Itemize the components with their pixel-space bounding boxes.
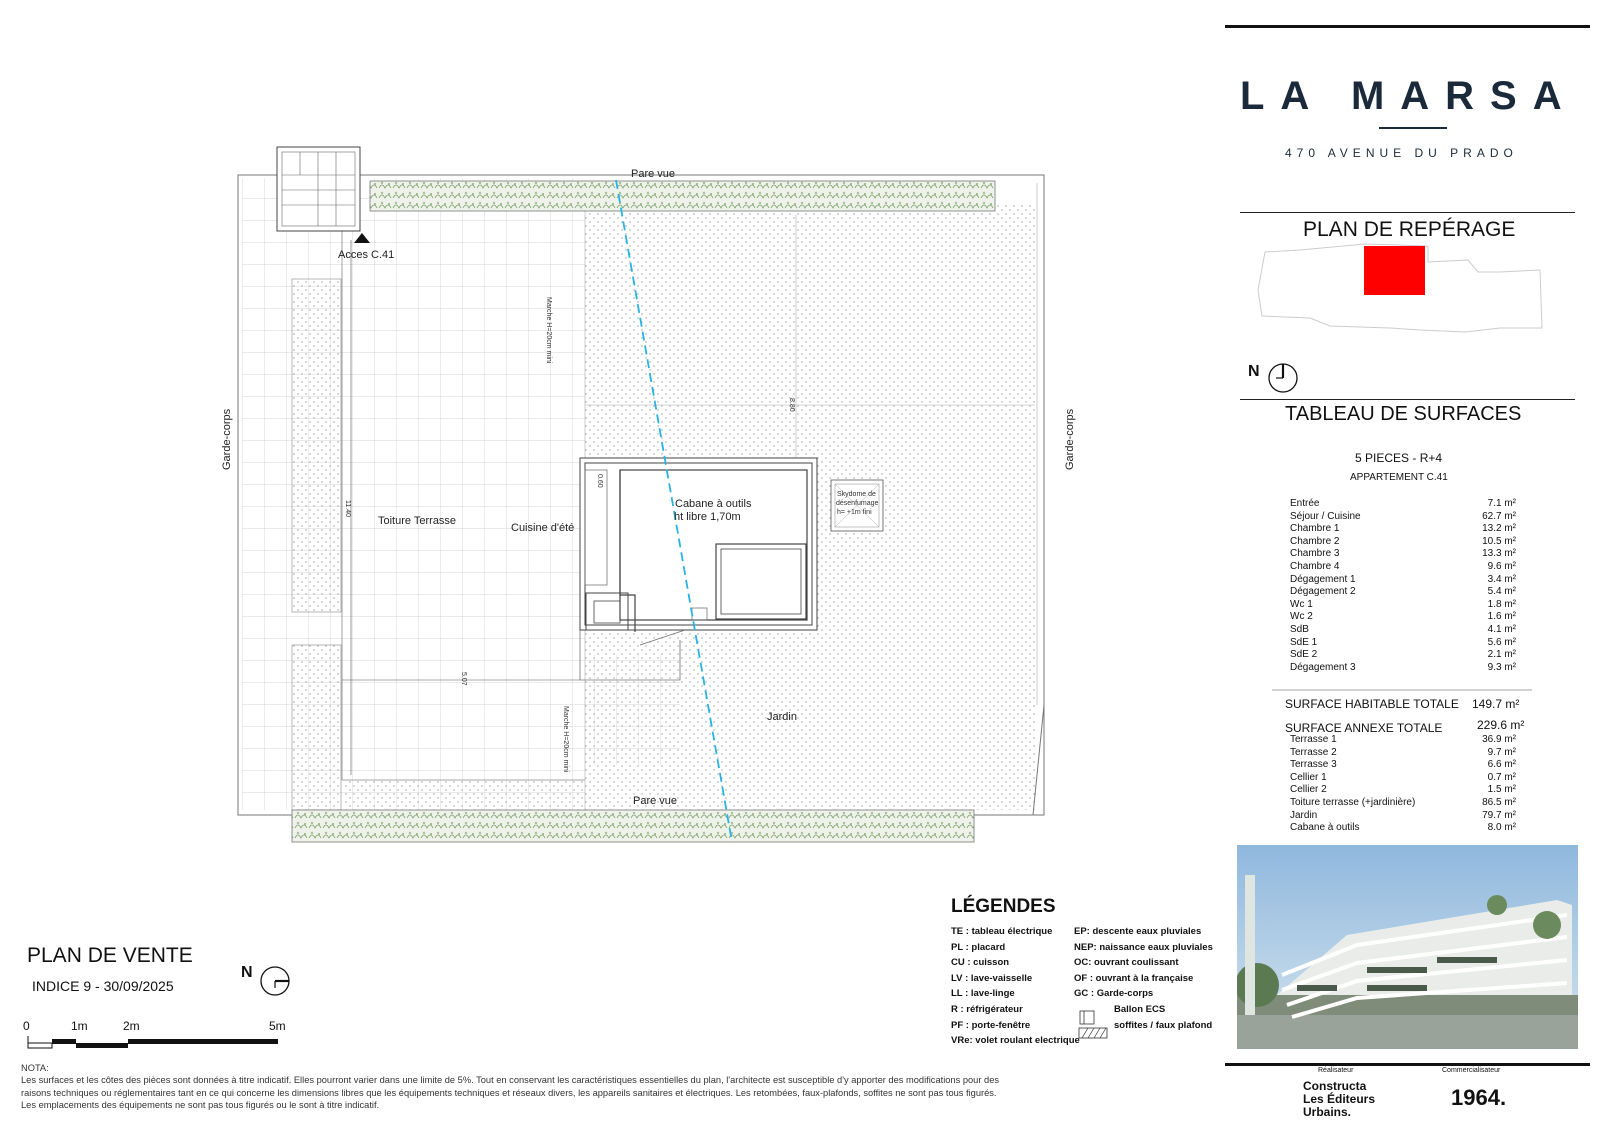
surface-row xyxy=(1290,810,1516,823)
surface-value: 3.4 m² xyxy=(1487,573,1516,585)
legend-item: OF : ouvrant à la française xyxy=(1074,972,1194,984)
surface-value: 5.6 m² xyxy=(1487,636,1516,648)
legend-item: OC: ouvrant coulissant xyxy=(1074,957,1179,969)
footer-compass-label: N xyxy=(241,964,253,981)
scale-label-1m: 1m xyxy=(71,1019,88,1033)
surface-row xyxy=(1290,747,1516,760)
surface-row xyxy=(1290,548,1516,561)
legend-item: R : réfrigérateur xyxy=(951,1003,1023,1015)
reperage-title: PLAN DE REPÉRAGE xyxy=(1303,218,1516,241)
soffite-hatch-icon xyxy=(1079,1028,1107,1038)
surface-value: 79.7 m² xyxy=(1482,809,1516,821)
surface-name: Dégagement 1 xyxy=(1290,573,1356,585)
note-line-2: raisons techniques ou réglementaires tant en ce qui concerne les dimensions libres que les équipements techniques et réseaux divers, les appareils sanitaires et électriques. Les retombées, faux-plafonds, soffites ne sont pas tous figurés. xyxy=(21,1087,997,1098)
surface-name: Chambre 2 xyxy=(1290,535,1340,547)
surface-value: 13.3 m² xyxy=(1482,548,1516,560)
commercialisateur-logo: 1964. xyxy=(1451,1085,1507,1110)
brand-name: LA MARSA xyxy=(1240,74,1578,118)
surface-name: Wc 1 xyxy=(1290,598,1313,610)
surface-row xyxy=(1290,574,1516,587)
surface-row xyxy=(1290,611,1516,624)
reperage-map xyxy=(1258,244,1542,332)
surface-row xyxy=(1290,662,1516,675)
legend-ballon: Ballon ECS xyxy=(1114,1004,1166,1015)
surface-name: Terrasse 3 xyxy=(1290,759,1337,771)
surface-name: Cellier 2 xyxy=(1290,784,1327,796)
legend-soffites: soffites / faux plafond xyxy=(1114,1020,1213,1031)
legend-item: LL : lave-linge xyxy=(951,988,1015,1000)
surface-row xyxy=(1290,797,1516,810)
surface-value: 36.9 m² xyxy=(1482,734,1516,745)
surface-row xyxy=(1290,599,1516,612)
marche-label-1: Marche H=20cm mini xyxy=(545,297,552,364)
surface-name: Entrée xyxy=(1290,498,1320,509)
planter-top xyxy=(370,181,995,211)
surface-row xyxy=(1290,511,1516,524)
ballon-ecs-icon xyxy=(1080,1011,1094,1024)
scale-label-5m: 5m xyxy=(269,1019,286,1033)
reperage-highlight xyxy=(1364,246,1425,295)
cabane-label-2: ht libre 1,70m xyxy=(674,511,741,523)
surface-name: Dégagement 2 xyxy=(1290,586,1356,598)
skydome-label-3: h= +1m fini xyxy=(837,509,872,516)
surface-value: 6.6 m² xyxy=(1487,759,1516,771)
surfaces-rule xyxy=(1240,399,1575,400)
legend-item: EP: descente eaux pluviales xyxy=(1074,926,1202,937)
legend-item: CU : cuisson xyxy=(951,957,1010,969)
surface-value: 13.2 m² xyxy=(1482,523,1516,535)
surface-name: Toiture terrasse (+jardinière) xyxy=(1290,796,1416,808)
surface-row xyxy=(1290,498,1516,511)
dim-1140-label: 11.40 xyxy=(344,500,351,517)
surface-value: 4.1 m² xyxy=(1487,623,1516,635)
reperage-rule xyxy=(1240,212,1575,213)
legend-item: PL : placard xyxy=(951,941,1006,953)
habitable-total-label: SURFACE HABITABLE TOTALE xyxy=(1285,697,1459,711)
north-compass-icon xyxy=(1269,364,1297,392)
scale-label-2m: 2m xyxy=(123,1019,140,1033)
surface-name: Chambre 3 xyxy=(1290,548,1340,560)
planter-left-lower xyxy=(292,645,341,810)
planter-left-upper xyxy=(292,279,341,612)
cabane-label-1: Cabane à outils xyxy=(675,498,752,510)
building-photo xyxy=(1237,845,1578,1049)
legend-item: VRe: volet roulant electrique xyxy=(951,1035,1080,1047)
cuisine-label: Cuisine d'été xyxy=(511,522,575,534)
planter-bottom xyxy=(292,810,974,842)
staircase xyxy=(277,147,370,243)
surface-value: 5.4 m² xyxy=(1487,586,1516,598)
pare-vue-bottom-label: Pare vue xyxy=(633,795,678,807)
surface-value: 8.0 m² xyxy=(1487,822,1516,834)
surface-name: Cabane à outils xyxy=(1290,822,1360,834)
surface-value: 1.5 m² xyxy=(1487,784,1516,796)
surface-row xyxy=(1290,649,1516,662)
note-block xyxy=(21,1062,1196,1112)
garde-corps-right-label: Garde-corps xyxy=(1064,408,1076,470)
surface-value: 1.8 m² xyxy=(1487,598,1516,610)
annexe-total-label: SURFACE ANNEXE TOTALE xyxy=(1285,721,1443,735)
toiture-label: Toiture Terrasse xyxy=(378,515,457,527)
surface-name: Jardin xyxy=(1290,809,1318,821)
surface-value: 10.5 m² xyxy=(1482,535,1516,547)
legend-title: LÉGENDES xyxy=(951,896,1056,917)
surface-value: 7.1 m² xyxy=(1487,498,1516,509)
surface-row xyxy=(1290,822,1516,835)
garden-area-bottom xyxy=(345,780,585,810)
surface-value: 2.1 m² xyxy=(1487,649,1516,661)
jardin-label: Jardin xyxy=(767,711,797,723)
realisateur-logo: Constructa Les Éditeurs Urbains. xyxy=(1303,1079,1376,1119)
rooms-table xyxy=(1290,498,1516,674)
note-line-1: Les surfaces et les côtes des pièces sont données à titre indicatif. Elles pourront varier dans une limite de 5%. Tout en conservant les caractéristiques essentielles du plan, l'architecte est susceptible d'y apporter des modifications pour des xyxy=(21,1075,1000,1086)
surface-name: Dégagement 3 xyxy=(1290,661,1356,673)
legend-item: NEP: naissance eaux pluviales xyxy=(1074,941,1213,953)
surfaces-apartment: APPARTEMENT C.41 xyxy=(1350,472,1448,483)
surface-name: Cellier 1 xyxy=(1290,771,1327,783)
surface-row xyxy=(1290,772,1516,785)
skydome-label-2: désenfumage xyxy=(836,500,879,507)
dim-880-label: 8.80 xyxy=(788,398,795,412)
habitable-total-value: 149.7 m² xyxy=(1472,697,1520,711)
dim-060-label: 0.60 xyxy=(596,474,603,488)
surface-value: 86.5 m² xyxy=(1482,796,1516,808)
skydome-label-1: Skydome de xyxy=(837,491,876,498)
marche-label-2: Marche H=20cm mini xyxy=(562,706,569,773)
surface-value: 1.6 m² xyxy=(1487,611,1516,623)
surface-value: 62.7 m² xyxy=(1482,510,1516,522)
surface-name: Chambre 4 xyxy=(1290,560,1340,572)
surface-name: Wc 2 xyxy=(1290,611,1313,623)
surface-name: SdE 2 xyxy=(1290,649,1318,661)
surface-name: Séjour / Cuisine xyxy=(1290,510,1361,522)
scale-label-0: 0 xyxy=(23,1019,30,1033)
legend-left-column xyxy=(951,924,1080,1049)
surfaces-type: 5 PIECES - R+4 xyxy=(1355,451,1443,465)
bottom-heavy-rule xyxy=(1225,1063,1590,1066)
compass-top-label: N xyxy=(1248,363,1260,380)
surface-row xyxy=(1290,734,1516,747)
acces-label: Acces C.41 xyxy=(338,249,395,261)
surface-row xyxy=(1290,523,1516,536)
brand-address: 470 AVENUE DU PRADO xyxy=(1285,146,1518,160)
plan-indice: INDICE 9 - 30/09/2025 xyxy=(32,978,174,994)
surface-name: Terrasse 1 xyxy=(1290,734,1337,745)
surface-name: SdE 1 xyxy=(1290,636,1318,648)
pare-vue-top-label: Pare vue xyxy=(631,168,676,180)
surface-name: Chambre 1 xyxy=(1290,523,1340,535)
legend-item: PF : porte-fenêtre xyxy=(951,1019,1031,1031)
legend-right-column xyxy=(1074,924,1213,1002)
plan-vente-title: PLAN DE VENTE xyxy=(27,944,193,967)
surface-row xyxy=(1290,637,1516,650)
surface-row xyxy=(1290,784,1516,797)
legend-item: TE : tableau électrique xyxy=(951,926,1053,937)
surface-name: SdB xyxy=(1290,623,1309,635)
dim-507-label: 5.07 xyxy=(460,672,467,686)
surface-row xyxy=(1290,536,1516,549)
annexes-table xyxy=(1290,734,1516,835)
surface-row xyxy=(1290,561,1516,574)
garde-corps-left-label: Garde-corps xyxy=(221,408,233,470)
footer-compass-icon xyxy=(261,967,289,995)
annexe-total-value: 229.6 m² xyxy=(1477,718,1525,732)
surface-value: 0.7 m² xyxy=(1487,771,1516,783)
surface-name: Terrasse 2 xyxy=(1290,746,1337,758)
realisateur-label: Réalisateur xyxy=(1318,1067,1354,1074)
brand-underline xyxy=(1379,127,1447,129)
scale-bar xyxy=(28,1036,278,1048)
surface-value: 9.3 m² xyxy=(1487,661,1516,673)
surface-row xyxy=(1290,624,1516,637)
surface-row xyxy=(1290,586,1516,599)
surface-row xyxy=(1290,759,1516,772)
note-line-3: Les emplacements des équipements ne sont pas tous figurés ou le sont à titre indicatif. xyxy=(21,1100,380,1111)
cabane-block xyxy=(580,458,817,645)
note-title: NOTA: xyxy=(21,1063,49,1073)
surface-value: 9.6 m² xyxy=(1487,560,1516,572)
surface-value: 9.7 m² xyxy=(1487,746,1516,758)
legend-item: GC : Garde-corps xyxy=(1074,988,1154,1000)
surfaces-title: TABLEAU DE SURFACES xyxy=(1285,403,1522,425)
commercialisateur-label: Commercialisateur xyxy=(1442,1067,1501,1074)
legend-item: LV : lave-vaisselle xyxy=(951,972,1033,984)
top-heavy-rule xyxy=(1225,25,1590,28)
